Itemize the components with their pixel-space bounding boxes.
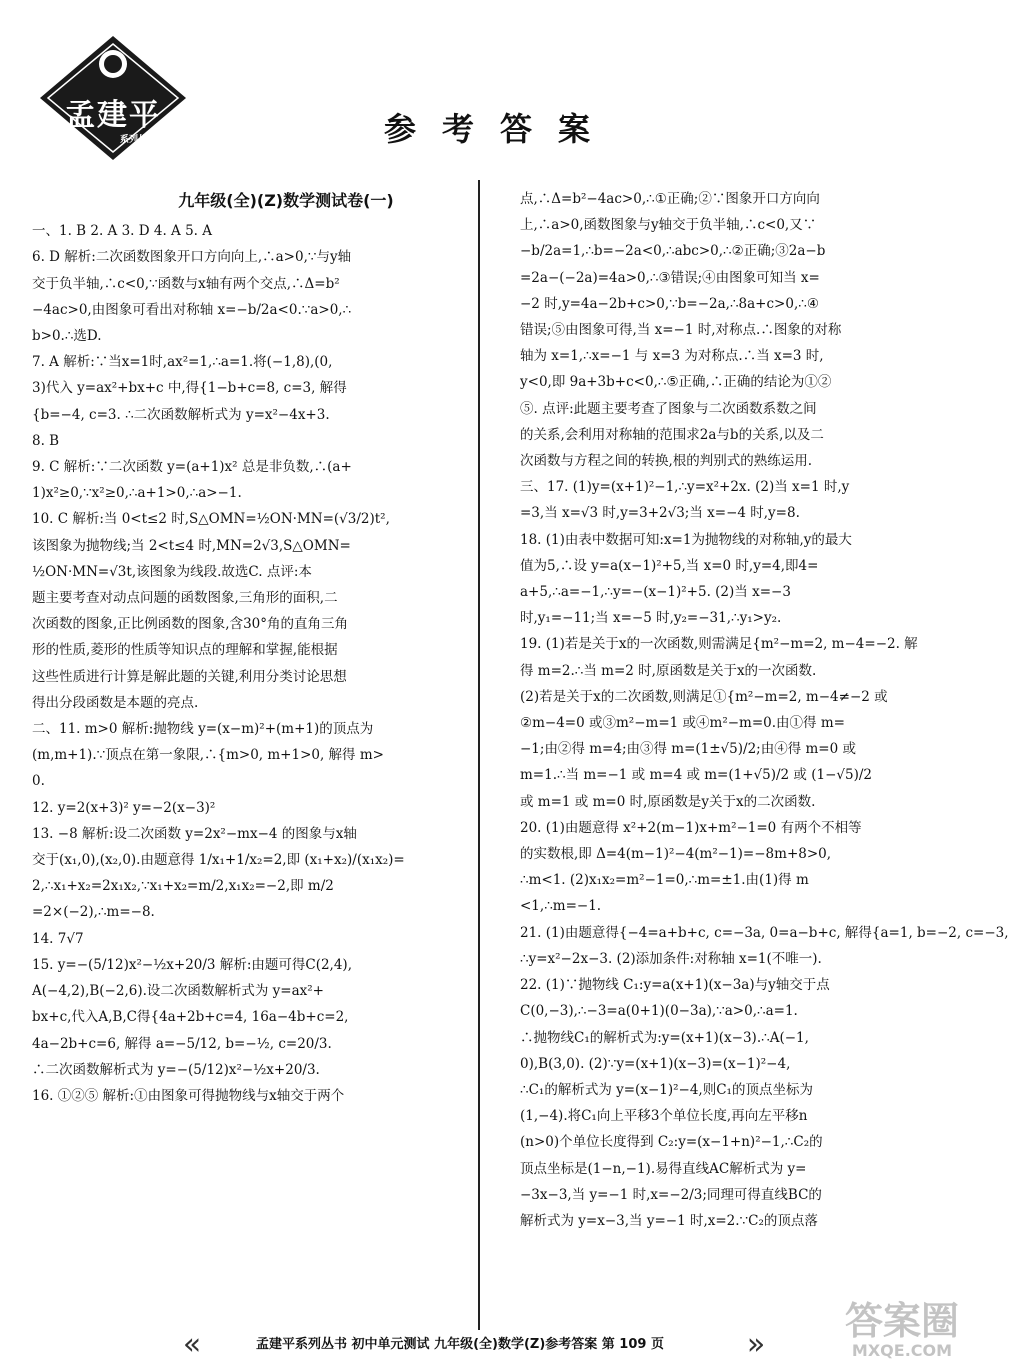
page-footer: 孟建平系列丛书 初中单元测试 九年级(全)数学(Z)参考答案 第 109 页 <box>256 1337 664 1352</box>
right-answer-lines <box>520 186 1009 1234</box>
answer-line: {b=−4, c=3. ∴二次函数解析式为 y=x²−4x+3. <box>32 406 330 423</box>
answer-line: ∴C₁的解析式为 y=(x−1)²−4,则C₁的顶点坐标为 <box>520 1081 813 1098</box>
answer-line: 形的性质,菱形的性质等知识点的理解和掌握,能根据 <box>32 642 338 659</box>
answer-line: b>0.∴选D. <box>32 328 102 345</box>
column-divider <box>478 180 480 1330</box>
chevron-right-icon: » <box>746 1327 766 1362</box>
answer-line: 16. ①②⑤ 解析:①由图象可得抛物线与x轴交于两个 <box>32 1087 345 1104</box>
answer-line: 顶点坐标是(1−n,−1).易得直线AC解析式为 y= <box>520 1160 807 1177</box>
answer-line: 0),B(3,0). (2)∵y=(x+1)(x−3)=(x−1)²−4, <box>520 1055 791 1072</box>
answer-line: 三、17. (1)y=(x+1)²−1,∴y=x²+2x. (2)当 x=1 时,y <box>520 479 850 496</box>
answer-line: −4ac>0,由图象可看出对称轴 x=−b/2a<0.∵a>0,∴ <box>32 301 352 318</box>
answer-line: 解析式为 y=x−3,当 y=−1 时,x=2.∵C₂的顶点落 <box>520 1212 818 1229</box>
answer-line: 0. <box>32 773 45 790</box>
answer-line: 14. 7√7 <box>32 930 84 947</box>
answer-line: ∴m<1. (2)x₁x₂=m²−1=0,∴m=±1.由(1)得 m <box>520 872 809 889</box>
answer-line: 8. B <box>32 432 60 449</box>
answer-line: 轴为 x=1,∴x=−1 与 x=3 为对称点.∴当 x=3 时, <box>520 348 824 365</box>
page-title: 参考答案 <box>383 110 616 148</box>
left-answer-lines <box>32 218 460 1109</box>
answer-line: 一、1. B 2. A 3. D 4. A 5. A <box>32 223 213 240</box>
answer-line: 6. D 解析:二次函数图象开口方向向上,∴a>0,∵与y轴 <box>32 249 352 266</box>
answer-line: y<0,即 9a+3b+c<0,∴⑤正确,∴正确的结论为①② <box>520 374 832 391</box>
answer-line: 值为5,∴设 y=a(x−1)²+5,当 x=0 时,y=4,即4= <box>520 557 819 574</box>
answer-line: −1;由②得 m=4;由③得 m=(1±√5)/2;由④得 m=0 或 <box>520 741 856 758</box>
answer-line: 19. (1)若是关于x的一次函数,则需满足{m²−m=2, m−4=−2. 解 <box>520 636 918 653</box>
answer-line: 15. y=−(5/12)x²−½x+20/3 解析:由题可得C(2,4), <box>32 956 352 973</box>
right-column <box>520 186 1009 1234</box>
answer-line: 12. y=2(x+3)² y=−2(x−3)² <box>32 799 216 816</box>
answer-line: 10. C 解析:当 0<t≤2 时,S△OMN=½ON·MN=(√3/2)t², <box>32 511 390 528</box>
answer-line: 得出分段函数是本题的亮点. <box>32 694 199 711</box>
watermark-logo <box>812 1300 992 1364</box>
answer-line: ∴y=x²−2x−3. (2)添加条件:对称轴 x=1(不唯一). <box>520 950 822 967</box>
answer-line: =2×(−2),∴m=−8. <box>32 904 155 921</box>
answer-line: 交于(x₁,0),(x₂,0).由题意得 1/x₁+1/x₂=2,即 (x₁+x₂)/(x₁x₂)= <box>32 852 405 869</box>
answer-line: −2 时,y=4a−2b+c>0,∵b=−2a,∴8a+c>0,∴④ <box>520 295 819 312</box>
answer-line: 21. (1)由题意得{−4=a+b+c, c=−3a, 0=a−b+c, 解得{a=1, b=−2, c=−3, <box>520 924 1009 941</box>
answer-line: =3,当 x=√3 时,y=3+2√3;当 x=−4 时,y=8. <box>520 505 800 522</box>
answer-line: m=1.∴当 m=−1 或 m=4 或 m=(1+√5)/2 或 (1−√5)/2 <box>520 767 872 784</box>
answer-line: 4a−2b+c=6, 解得 a=−5/12, b=−½, c=20/3. <box>32 1035 332 1052</box>
answer-line: (m,m+1).∵顶点在第一象限,∴{m>0, m+1>0, 解得 m> <box>32 747 384 764</box>
answer-line: 错误;⑤由图象可得,当 x=−1 时,对称点.∴图象的对称 <box>520 322 842 339</box>
answer-line: ½ON·MN=√3t,该图象为线段.故选C. 点评:本 <box>32 563 312 580</box>
answer-line: 18. (1)由表中数据可知:x=1为抛物线的对称轴,y的最大 <box>520 531 852 548</box>
answer-line: ∴二次函数解析式为 y=−(5/12)x²−½x+20/3. <box>32 1061 320 1078</box>
answer-line: 3)代入 y=ax²+bx+c 中,得{1−b+c=8, c=3, 解得 <box>32 380 347 397</box>
watermark-url-text: MXQE.COM <box>851 1341 953 1360</box>
answer-line: <1,∴m=−1. <box>520 898 602 915</box>
answer-line: (1,−4).将C₁向上平移3个单位长度,再向左平移n <box>520 1108 808 1125</box>
answer-line: 题主要考查对动点问题的函数图象,三角形的面积,二 <box>32 590 338 607</box>
answer-line: 次函数与方程之间的转换,根的判别式的熟练运用. <box>520 453 813 470</box>
answer-line: ②m−4=0 或③m²−m=1 或④m²−m=0.由①得 m= <box>520 715 845 732</box>
answer-line: bx+c,代入A,B,C得{4a+2b+c=4, 16a−4b+c=2, <box>32 1009 349 1026</box>
answer-line: 交于负半轴,∴c<0,∵函数与x轴有两个交点,∴Δ=b² <box>32 275 340 292</box>
answer-line: 22. (1)∵抛物线 C₁:y=a(x+1)(x−3a)与y轴交于点 <box>520 977 830 994</box>
answer-line: 2,∴x₁+x₂=2x₁x₂,∵x₁+x₂=m/2,x₁x₂=−2,即 m/2 <box>32 878 334 895</box>
chevron-left-icon: « <box>182 1327 202 1362</box>
answer-line: ⑤. 点评:此题主要考查了图象与二次函数系数之间 <box>520 400 817 417</box>
answer-line: 13. −8 解析:设二次函数 y=2x²−mx−4 的图象与x轴 <box>32 825 357 842</box>
answer-line: 得 m=2.∴当 m=2 时,原函数是关于x的一次函数. <box>520 662 817 679</box>
answer-line: 该图象为抛物线;当 2<t≤4 时,MN=2√3,S△OMN= <box>32 537 351 554</box>
answer-line: 点,∴Δ=b²−4ac>0,∴①正确;②∵图象开口方向向 <box>520 191 820 207</box>
answer-line: −3x−3,当 y=−1 时,x=−2/3;同理可得直线BC的 <box>520 1186 822 1203</box>
answer-line: C(0,−3),∴−3=a(0+1)(0−3a),∵a>0,∴a=1. <box>520 1003 798 1020</box>
section-title: 九年级(全)(Z)数学测试卷(一) <box>178 191 394 210</box>
answer-line: a+5,∴a=−1,∴y=−(x−1)²+5. (2)当 x=−3 <box>520 584 791 601</box>
answer-line: A(−4,2),B(−2,6).设二次函数解析式为 y=ax²+ <box>32 983 324 1000</box>
logo-brand-text: 孟建平 <box>65 98 161 133</box>
answer-line: 7. A 解析:∵当x=1时,ax²=1,∴a=1.将(−1,8),(0, <box>32 354 333 371</box>
answer-line: 1)x²≥0,∵x²≥0,∴a+1>0,∴a>−1. <box>32 485 242 502</box>
answer-line: (n>0)个单位长度得到 C₂:y=(x−1+n)²−1,∴C₂的 <box>520 1134 823 1151</box>
answer-line: 二、11. m>0 解析:抛物线 y=(x−m)²+(m+1)的顶点为 <box>32 721 374 738</box>
answer-line: 上,∴a>0,函数图象与y轴交于负半轴,∴c<0,又∵ <box>520 217 817 234</box>
brand-logo <box>38 34 188 162</box>
answer-line: 9. C 解析:∵二次函数 y=(a+1)x² 总是非负数,∴(a+ <box>32 459 352 476</box>
answer-line: ∴抛物线C₁的解析式为:y=(x+1)(x−3).∴A(−1, <box>520 1029 809 1046</box>
watermark-top-text: 答案圈 <box>844 1299 959 1343</box>
answer-line: 次函数的图象,正比例函数的图象,含30°角的直角三角 <box>32 616 349 633</box>
answer-line: 20. (1)由题意得 x²+2(m−1)x+m²−1=0 有两个不相等 <box>520 819 862 836</box>
answer-line: 的关系,会利用对称轴的范围求2a与b的关系,以及二 <box>520 426 824 443</box>
answer-line: =2a−(−2a)=4a>0,∴③错误;④由图象可知当 x= <box>520 269 820 286</box>
answer-line: 这些性质进行计算是解此题的关键,利用分类讨论思想 <box>32 668 347 685</box>
answer-line: 的实数根,即 Δ=4(m−1)²−4(m²−1)=−8m+8>0, <box>520 846 832 863</box>
answer-line: 或 m=1 或 m=0 时,原函数是y关于x的二次函数. <box>520 793 816 810</box>
answer-line: 时,y₁=−11;当 x=−5 时,y₂=−31,∴y₁>y₂. <box>520 610 782 627</box>
answer-line: −b/2a=1,∴b=−2a<0,∴abc>0,∴②正确;③2a−b <box>520 243 826 260</box>
answer-line: (2)若是关于x的二次函数,则满足①{m²−m=2, m−4≠−2 或 <box>520 688 888 705</box>
left-column <box>32 186 460 1109</box>
logo-sub-text: 系列丛书 <box>120 135 157 145</box>
